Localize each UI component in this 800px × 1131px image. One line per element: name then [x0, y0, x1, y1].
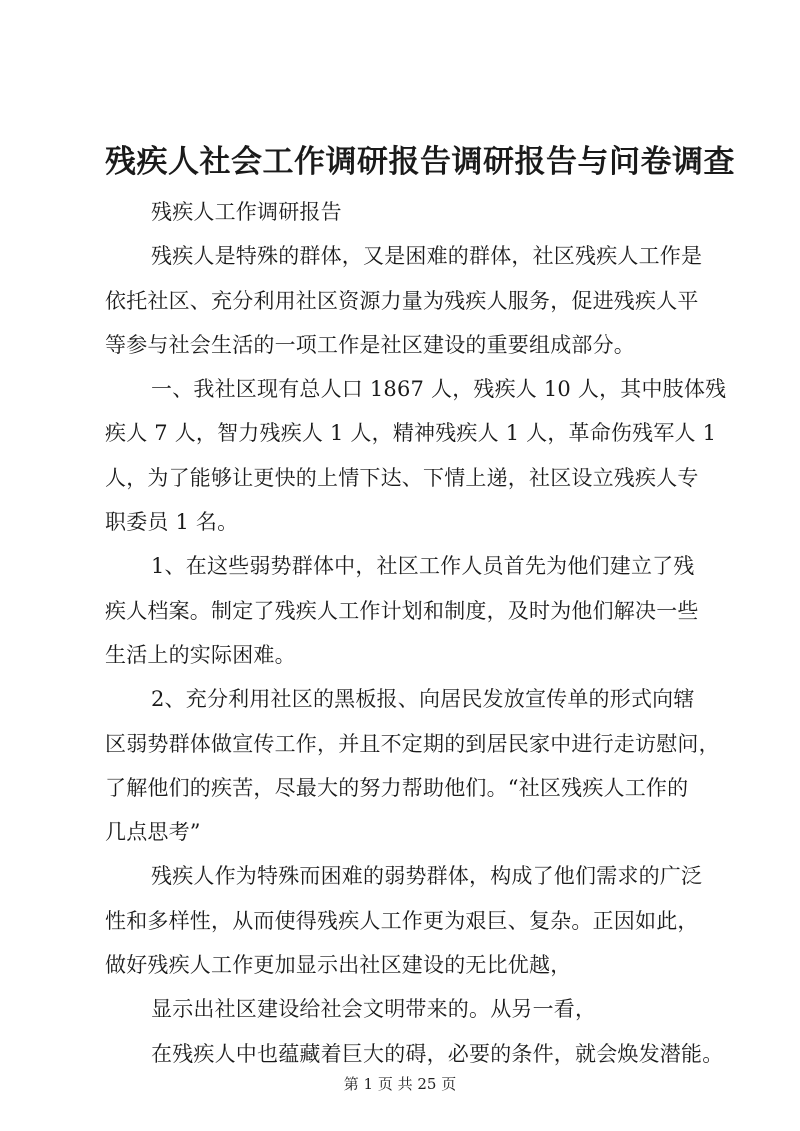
- paragraph-line: 了解他们的疾苦，尽最大的努力帮助他们。“社区残疾人工作的: [105, 775, 689, 800]
- paragraph-line: 等参与社会生活的一项工作是社区建设的重要组成部分。: [105, 332, 635, 357]
- paragraph-line: 依托社区、充分利用社区资源力量为残疾人服务，促进残疾人平: [105, 288, 699, 313]
- paragraph-line: 职委员 1 名。: [105, 510, 239, 535]
- paragraph-line: 1、在这些弱势群体中，社区工作人员首先为他们建立了残: [151, 554, 695, 579]
- paragraph-line: 人，为了能够让更快的上情下达、下情上递，社区设立残疾人专: [105, 465, 699, 490]
- paragraph-line: 做好残疾人工作更加显示出社区建设的无比优越，: [105, 953, 572, 978]
- document-body: [105, 190, 727, 1076]
- paragraph-line: 在残疾人中也蕴藏着巨大的碍，必要的条件，就会焕发潜能。: [151, 1041, 724, 1066]
- paragraph-line: 生活上的实际困难。: [105, 642, 296, 667]
- paragraph-line: 残疾人是特殊的群体，又是困难的群体，社区残疾人工作是: [151, 244, 703, 269]
- paragraph-line: 区弱势群体做宣传工作，并且不定期的到居民家中进行走访慰问，: [105, 731, 720, 756]
- paragraph-line: 疾人 7 人，智力残疾人 1 人，精神残疾人 1 人，革命伤残军人 1: [105, 421, 717, 446]
- paragraph-line: 2、充分利用社区的黑板报、向居民发放宣传单的形式向辖: [151, 687, 695, 712]
- subtitle-line: 残疾人工作调研报告: [151, 200, 342, 224]
- paragraph-line: 几点思考”: [105, 820, 201, 845]
- paragraph-line: 性和多样性，从而使得残疾人工作更为艰巨、复杂。正因如此，: [105, 908, 699, 933]
- paragraph-line: 残疾人作为特殊而困难的弱势群体，构成了他们需求的广泛: [151, 864, 703, 889]
- paragraph-line: 显示出社区建设给社会文明带来的。从另一看，: [151, 997, 597, 1022]
- document-title: 残疾人社会工作调研报告调研报告与问卷调查: [105, 144, 735, 180]
- paragraph-line: 疾人档案。制定了残疾人工作计划和制度，及时为他们解决一些: [105, 598, 699, 623]
- page-footer: 第 1 页 共 25 页: [343, 1075, 457, 1093]
- paragraph-line: 一、我社区现有总人口 1867 人，残疾人 10 人，其中肢体残: [151, 377, 727, 402]
